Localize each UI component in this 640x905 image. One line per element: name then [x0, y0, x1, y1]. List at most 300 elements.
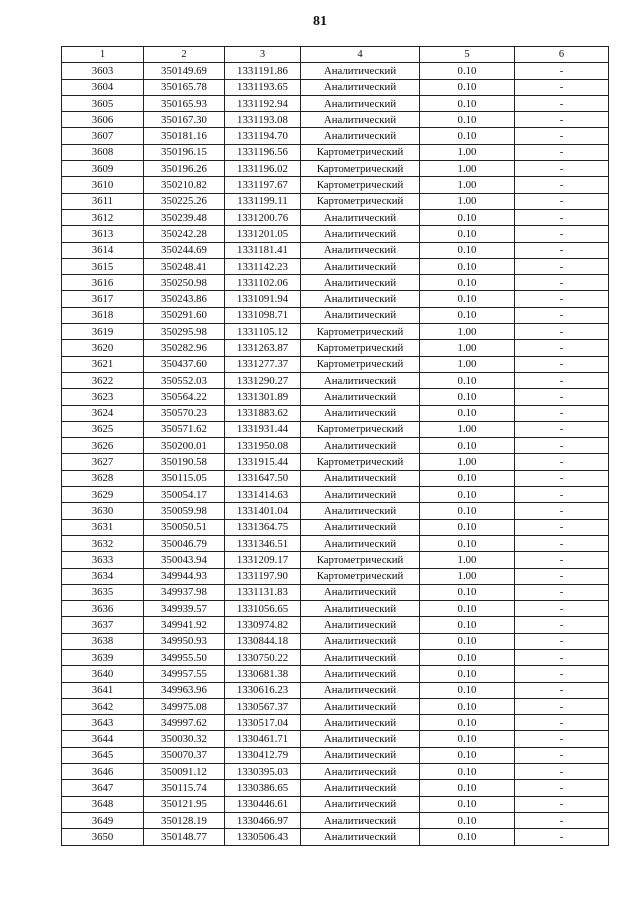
accuracy-cell: 0.10 — [420, 307, 515, 323]
y-coordinate-cell: 1331290.27 — [225, 372, 301, 388]
note-cell: - — [515, 584, 609, 600]
y-coordinate-cell: 1331142.23 — [225, 258, 301, 274]
y-coordinate-cell: 1331091.94 — [225, 291, 301, 307]
accuracy-cell: 0.10 — [420, 372, 515, 388]
accuracy-cell: 0.10 — [420, 389, 515, 405]
accuracy-cell: 0.10 — [420, 275, 515, 291]
method-cell: Аналитический — [301, 470, 420, 486]
y-coordinate-cell: 1331196.02 — [225, 161, 301, 177]
x-coordinate-cell: 350564.22 — [144, 389, 225, 405]
point-number-cell: 3606 — [62, 112, 144, 128]
y-coordinate-cell: 1330844.18 — [225, 633, 301, 649]
method-cell: Аналитический — [301, 698, 420, 714]
table-row — [62, 584, 609, 600]
note-cell: - — [515, 470, 609, 486]
x-coordinate-cell: 350148.77 — [144, 829, 225, 845]
note-cell: - — [515, 242, 609, 258]
note-cell: - — [515, 356, 609, 372]
accuracy-cell: 0.10 — [420, 715, 515, 731]
point-number-cell: 3623 — [62, 389, 144, 405]
y-coordinate-cell: 1331915.44 — [225, 454, 301, 470]
accuracy-cell: 0.10 — [420, 242, 515, 258]
method-cell: Картометрический — [301, 144, 420, 160]
y-coordinate-cell: 1331346.51 — [225, 535, 301, 551]
table-row — [62, 519, 609, 535]
y-coordinate-cell: 1331209.17 — [225, 552, 301, 568]
point-number-cell: 3611 — [62, 193, 144, 209]
note-cell: - — [515, 226, 609, 242]
y-coordinate-cell: 1330681.38 — [225, 666, 301, 682]
point-number-cell: 3616 — [62, 275, 144, 291]
method-cell: Аналитический — [301, 389, 420, 405]
table-row — [62, 747, 609, 763]
note-cell: - — [515, 258, 609, 274]
method-cell: Картометрический — [301, 552, 420, 568]
y-coordinate-cell: 1331191.86 — [225, 63, 301, 79]
method-cell: Аналитический — [301, 796, 420, 812]
x-coordinate-cell: 350570.23 — [144, 405, 225, 421]
note-cell: - — [515, 324, 609, 340]
table-row — [62, 95, 609, 111]
method-cell: Аналитический — [301, 666, 420, 682]
note-cell: - — [515, 764, 609, 780]
y-coordinate-cell: 1330466.97 — [225, 812, 301, 828]
point-number-cell: 3612 — [62, 209, 144, 225]
point-number-cell: 3608 — [62, 144, 144, 160]
x-coordinate-cell: 350050.51 — [144, 519, 225, 535]
y-coordinate-cell: 1331131.83 — [225, 584, 301, 600]
point-number-cell: 3629 — [62, 487, 144, 503]
x-coordinate-cell: 349941.92 — [144, 617, 225, 633]
accuracy-cell: 0.10 — [420, 747, 515, 763]
x-coordinate-cell: 350070.37 — [144, 747, 225, 763]
table-row — [62, 617, 609, 633]
x-coordinate-cell: 350190.58 — [144, 454, 225, 470]
x-coordinate-cell: 350121.95 — [144, 796, 225, 812]
table-row — [62, 780, 609, 796]
method-cell: Аналитический — [301, 405, 420, 421]
header-cell: 2 — [144, 47, 225, 63]
table-row — [62, 291, 609, 307]
table-row — [62, 438, 609, 454]
method-cell: Аналитический — [301, 242, 420, 258]
note-cell: - — [515, 405, 609, 421]
accuracy-cell: 1.00 — [420, 161, 515, 177]
x-coordinate-cell: 349955.50 — [144, 649, 225, 665]
y-coordinate-cell: 1331364.75 — [225, 519, 301, 535]
note-cell: - — [515, 649, 609, 665]
y-coordinate-cell: 1330412.79 — [225, 747, 301, 763]
accuracy-cell: 1.00 — [420, 356, 515, 372]
accuracy-cell: 1.00 — [420, 568, 515, 584]
point-number-cell: 3649 — [62, 812, 144, 828]
table-row — [62, 421, 609, 437]
y-coordinate-cell: 1331105.12 — [225, 324, 301, 340]
method-cell: Аналитический — [301, 209, 420, 225]
accuracy-cell: 0.10 — [420, 812, 515, 828]
table-row — [62, 405, 609, 421]
x-coordinate-cell: 350552.03 — [144, 372, 225, 388]
accuracy-cell: 0.10 — [420, 682, 515, 698]
note-cell: - — [515, 731, 609, 747]
x-coordinate-cell: 349944.93 — [144, 568, 225, 584]
accuracy-cell: 0.10 — [420, 63, 515, 79]
x-coordinate-cell: 350196.15 — [144, 144, 225, 160]
note-cell: - — [515, 812, 609, 828]
x-coordinate-cell: 350571.62 — [144, 421, 225, 437]
y-coordinate-cell: 1330567.37 — [225, 698, 301, 714]
note-cell: - — [515, 503, 609, 519]
table-row — [62, 112, 609, 128]
table-row — [62, 161, 609, 177]
accuracy-cell: 0.10 — [420, 780, 515, 796]
method-cell: Аналитический — [301, 715, 420, 731]
header-cell: 1 — [62, 47, 144, 63]
accuracy-cell: 0.10 — [420, 796, 515, 812]
table-row — [62, 829, 609, 845]
y-coordinate-cell: 1331194.70 — [225, 128, 301, 144]
x-coordinate-cell: 350149.69 — [144, 63, 225, 79]
point-number-cell: 3628 — [62, 470, 144, 486]
method-cell: Аналитический — [301, 503, 420, 519]
x-coordinate-cell: 350239.48 — [144, 209, 225, 225]
point-number-cell: 3618 — [62, 307, 144, 323]
method-cell: Аналитический — [301, 535, 420, 551]
note-cell: - — [515, 535, 609, 551]
point-number-cell: 3636 — [62, 601, 144, 617]
note-cell: - — [515, 193, 609, 209]
accuracy-cell: 0.10 — [420, 764, 515, 780]
x-coordinate-cell: 350243.86 — [144, 291, 225, 307]
method-cell: Картометрический — [301, 421, 420, 437]
note-cell: - — [515, 601, 609, 617]
x-coordinate-cell: 349997.62 — [144, 715, 225, 731]
point-number-cell: 3617 — [62, 291, 144, 307]
method-cell: Аналитический — [301, 584, 420, 600]
note-cell: - — [515, 307, 609, 323]
method-cell: Аналитический — [301, 63, 420, 79]
point-number-cell: 3626 — [62, 438, 144, 454]
method-cell: Аналитический — [301, 829, 420, 845]
note-cell: - — [515, 454, 609, 470]
point-number-cell: 3631 — [62, 519, 144, 535]
table-row — [62, 796, 609, 812]
y-coordinate-cell: 1330974.82 — [225, 617, 301, 633]
table-row — [62, 242, 609, 258]
point-number-cell: 3605 — [62, 95, 144, 111]
method-cell: Аналитический — [301, 617, 420, 633]
accuracy-cell: 0.10 — [420, 487, 515, 503]
x-coordinate-cell: 349937.98 — [144, 584, 225, 600]
method-cell: Аналитический — [301, 747, 420, 763]
y-coordinate-cell: 1331196.56 — [225, 144, 301, 160]
point-number-cell: 3645 — [62, 747, 144, 763]
table-row — [62, 715, 609, 731]
point-number-cell: 3610 — [62, 177, 144, 193]
point-number-cell: 3615 — [62, 258, 144, 274]
note-cell: - — [515, 79, 609, 95]
x-coordinate-cell: 349975.08 — [144, 698, 225, 714]
point-number-cell: 3624 — [62, 405, 144, 421]
x-coordinate-cell: 350181.16 — [144, 128, 225, 144]
point-number-cell: 3609 — [62, 161, 144, 177]
x-coordinate-cell: 349963.96 — [144, 682, 225, 698]
x-coordinate-cell: 350059.98 — [144, 503, 225, 519]
note-cell: - — [515, 780, 609, 796]
point-number-cell: 3635 — [62, 584, 144, 600]
table-row — [62, 324, 609, 340]
x-coordinate-cell: 350091.12 — [144, 764, 225, 780]
note-cell: - — [515, 291, 609, 307]
x-coordinate-cell: 349950.93 — [144, 633, 225, 649]
x-coordinate-cell: 350437.60 — [144, 356, 225, 372]
header-cell: 3 — [225, 47, 301, 63]
method-cell: Аналитический — [301, 633, 420, 649]
accuracy-cell: 1.00 — [420, 552, 515, 568]
table-row — [62, 470, 609, 486]
table-row — [62, 372, 609, 388]
note-cell: - — [515, 617, 609, 633]
method-cell: Аналитический — [301, 764, 420, 780]
method-cell: Аналитический — [301, 812, 420, 828]
point-number-cell: 3648 — [62, 796, 144, 812]
method-cell: Аналитический — [301, 275, 420, 291]
method-cell: Аналитический — [301, 487, 420, 503]
method-cell: Картометрический — [301, 340, 420, 356]
note-cell: - — [515, 144, 609, 160]
method-cell: Картометрический — [301, 177, 420, 193]
note-cell: - — [515, 568, 609, 584]
accuracy-cell: 0.10 — [420, 226, 515, 242]
x-coordinate-cell: 350210.82 — [144, 177, 225, 193]
x-coordinate-cell: 350244.69 — [144, 242, 225, 258]
point-number-cell: 3644 — [62, 731, 144, 747]
x-coordinate-cell: 350115.05 — [144, 470, 225, 486]
y-coordinate-cell: 1331414.63 — [225, 487, 301, 503]
table-row — [62, 209, 609, 225]
point-number-cell: 3613 — [62, 226, 144, 242]
table-row — [62, 633, 609, 649]
note-cell: - — [515, 552, 609, 568]
y-coordinate-cell: 1330506.43 — [225, 829, 301, 845]
method-cell: Аналитический — [301, 79, 420, 95]
method-cell: Аналитический — [301, 682, 420, 698]
x-coordinate-cell: 350030.32 — [144, 731, 225, 747]
point-number-cell: 3603 — [62, 63, 144, 79]
accuracy-cell: 0.10 — [420, 128, 515, 144]
accuracy-cell: 1.00 — [420, 177, 515, 193]
x-coordinate-cell: 349939.57 — [144, 601, 225, 617]
method-cell: Аналитический — [301, 258, 420, 274]
accuracy-cell: 0.10 — [420, 617, 515, 633]
point-number-cell: 3634 — [62, 568, 144, 584]
table-row — [62, 682, 609, 698]
note-cell: - — [515, 63, 609, 79]
y-coordinate-cell: 1331201.05 — [225, 226, 301, 242]
y-coordinate-cell: 1331102.06 — [225, 275, 301, 291]
y-coordinate-cell: 1331181.41 — [225, 242, 301, 258]
y-coordinate-cell: 1331056.65 — [225, 601, 301, 617]
accuracy-cell: 1.00 — [420, 421, 515, 437]
method-cell: Аналитический — [301, 307, 420, 323]
table-row — [62, 258, 609, 274]
point-number-cell: 3619 — [62, 324, 144, 340]
method-cell: Аналитический — [301, 226, 420, 242]
accuracy-cell: 0.10 — [420, 666, 515, 682]
point-number-cell: 3633 — [62, 552, 144, 568]
table-row — [62, 128, 609, 144]
y-coordinate-cell: 1331197.90 — [225, 568, 301, 584]
x-coordinate-cell: 350200.01 — [144, 438, 225, 454]
x-coordinate-cell: 350291.60 — [144, 307, 225, 323]
accuracy-cell: 1.00 — [420, 193, 515, 209]
point-number-cell: 3607 — [62, 128, 144, 144]
method-cell: Картометрический — [301, 324, 420, 340]
accuracy-cell: 0.10 — [420, 79, 515, 95]
note-cell: - — [515, 95, 609, 111]
table-row — [62, 552, 609, 568]
accuracy-cell: 0.10 — [420, 584, 515, 600]
method-cell: Аналитический — [301, 112, 420, 128]
note-cell: - — [515, 438, 609, 454]
x-coordinate-cell: 350196.26 — [144, 161, 225, 177]
method-cell: Аналитический — [301, 601, 420, 617]
accuracy-cell: 1.00 — [420, 340, 515, 356]
table-row — [62, 226, 609, 242]
header-cell: 4 — [301, 47, 420, 63]
note-cell: - — [515, 177, 609, 193]
method-cell: Аналитический — [301, 291, 420, 307]
table-row — [62, 698, 609, 714]
x-coordinate-cell: 350115.74 — [144, 780, 225, 796]
point-number-cell: 3614 — [62, 242, 144, 258]
table-row — [62, 63, 609, 79]
table-row — [62, 177, 609, 193]
point-number-cell: 3642 — [62, 698, 144, 714]
note-cell: - — [515, 747, 609, 763]
x-coordinate-cell: 350054.17 — [144, 487, 225, 503]
point-number-cell: 3647 — [62, 780, 144, 796]
accuracy-cell: 0.10 — [420, 438, 515, 454]
table-row — [62, 193, 609, 209]
point-number-cell: 3638 — [62, 633, 144, 649]
accuracy-cell: 0.10 — [420, 601, 515, 617]
y-coordinate-cell: 1330446.61 — [225, 796, 301, 812]
note-cell: - — [515, 666, 609, 682]
y-coordinate-cell: 1330616.23 — [225, 682, 301, 698]
note-cell: - — [515, 372, 609, 388]
point-number-cell: 3641 — [62, 682, 144, 698]
x-coordinate-cell: 350282.96 — [144, 340, 225, 356]
accuracy-cell: 0.10 — [420, 698, 515, 714]
note-cell: - — [515, 682, 609, 698]
table-row — [62, 568, 609, 584]
method-cell: Аналитический — [301, 438, 420, 454]
accuracy-cell: 0.10 — [420, 535, 515, 551]
y-coordinate-cell: 1331193.08 — [225, 112, 301, 128]
method-cell: Аналитический — [301, 372, 420, 388]
table-row — [62, 731, 609, 747]
table-header-row — [62, 47, 609, 63]
accuracy-cell: 0.10 — [420, 291, 515, 307]
table-row — [62, 764, 609, 780]
y-coordinate-cell: 1330395.03 — [225, 764, 301, 780]
note-cell: - — [515, 112, 609, 128]
accuracy-cell: 1.00 — [420, 454, 515, 470]
table-row — [62, 503, 609, 519]
note-cell: - — [515, 519, 609, 535]
table-row — [62, 340, 609, 356]
note-cell: - — [515, 487, 609, 503]
table-row — [62, 649, 609, 665]
y-coordinate-cell: 1331263.87 — [225, 340, 301, 356]
table-row — [62, 144, 609, 160]
table-row — [62, 454, 609, 470]
note-cell: - — [515, 209, 609, 225]
x-coordinate-cell: 350250.98 — [144, 275, 225, 291]
accuracy-cell: 0.10 — [420, 633, 515, 649]
y-coordinate-cell: 1331950.08 — [225, 438, 301, 454]
point-number-cell: 3627 — [62, 454, 144, 470]
method-cell: Аналитический — [301, 649, 420, 665]
x-coordinate-cell: 350165.93 — [144, 95, 225, 111]
point-number-cell: 3632 — [62, 535, 144, 551]
y-coordinate-cell: 1331401.04 — [225, 503, 301, 519]
method-cell: Картометрический — [301, 454, 420, 470]
note-cell: - — [515, 698, 609, 714]
method-cell: Аналитический — [301, 731, 420, 747]
table-row — [62, 79, 609, 95]
x-coordinate-cell: 350295.98 — [144, 324, 225, 340]
x-coordinate-cell: 350046.79 — [144, 535, 225, 551]
x-coordinate-cell: 350242.28 — [144, 226, 225, 242]
accuracy-cell: 0.10 — [420, 209, 515, 225]
point-number-cell: 3622 — [62, 372, 144, 388]
page-number: 81 — [313, 14, 327, 29]
accuracy-cell: 0.10 — [420, 470, 515, 486]
point-number-cell: 3637 — [62, 617, 144, 633]
method-cell: Аналитический — [301, 95, 420, 111]
x-coordinate-cell: 350167.30 — [144, 112, 225, 128]
x-coordinate-cell: 350128.19 — [144, 812, 225, 828]
x-coordinate-cell: 350248.41 — [144, 258, 225, 274]
x-coordinate-cell: 349957.55 — [144, 666, 225, 682]
table-row — [62, 812, 609, 828]
x-coordinate-cell: 350225.26 — [144, 193, 225, 209]
note-cell: - — [515, 275, 609, 291]
y-coordinate-cell: 1331193.65 — [225, 79, 301, 95]
note-cell: - — [515, 128, 609, 144]
note-cell: - — [515, 389, 609, 405]
method-cell: Картометрический — [301, 193, 420, 209]
y-coordinate-cell: 1330386.65 — [225, 780, 301, 796]
y-coordinate-cell: 1331931.44 — [225, 421, 301, 437]
y-coordinate-cell: 1331883.62 — [225, 405, 301, 421]
y-coordinate-cell: 1330461.71 — [225, 731, 301, 747]
note-cell: - — [515, 421, 609, 437]
accuracy-cell: 0.10 — [420, 405, 515, 421]
point-number-cell: 3625 — [62, 421, 144, 437]
table-body — [62, 63, 609, 845]
note-cell: - — [515, 340, 609, 356]
note-cell: - — [515, 796, 609, 812]
y-coordinate-cell: 1331647.50 — [225, 470, 301, 486]
method-cell: Картометрический — [301, 161, 420, 177]
point-number-cell: 3646 — [62, 764, 144, 780]
point-number-cell: 3630 — [62, 503, 144, 519]
accuracy-cell: 0.10 — [420, 258, 515, 274]
y-coordinate-cell: 1331200.76 — [225, 209, 301, 225]
